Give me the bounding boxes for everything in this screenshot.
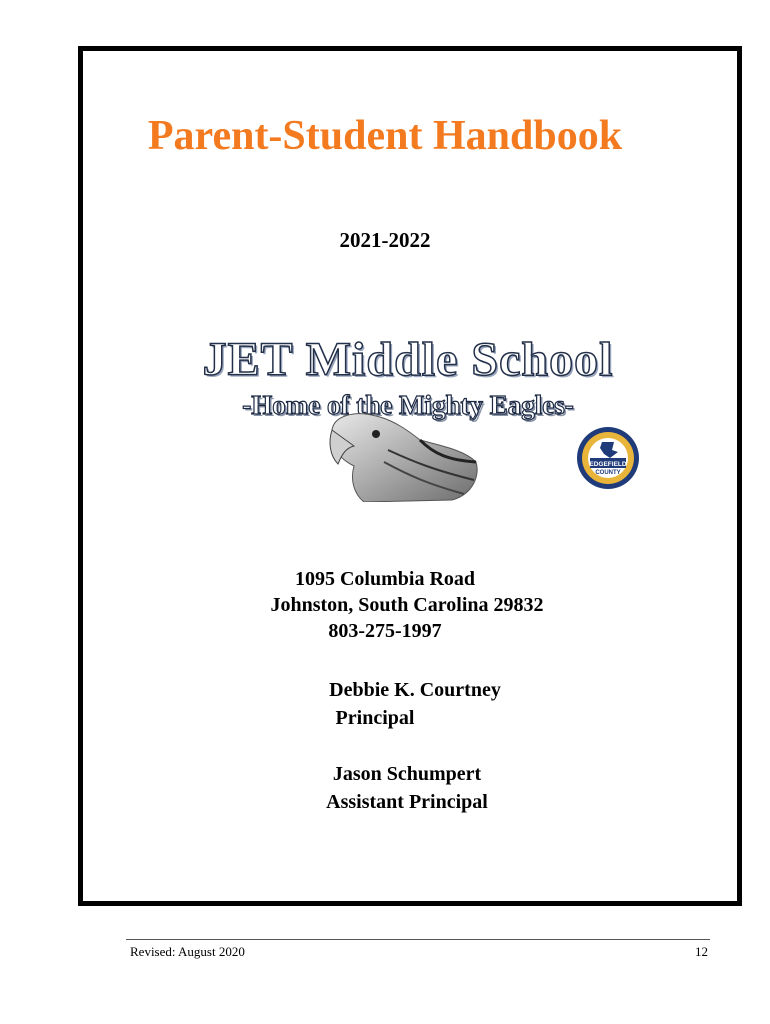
- svg-text:COUNTY: COUNTY: [595, 470, 621, 476]
- logo-tagline: -Home of the Mighty Eagles-: [242, 390, 574, 420]
- assistant-principal-name: Jason Schumpert: [332, 763, 482, 785]
- address-street: 1095 Columbia Road: [294, 568, 476, 590]
- svg-text:EDGEFIELD: EDGEFIELD: [589, 461, 627, 468]
- eagle-illustration: [324, 410, 484, 502]
- school-year: 2021-2022: [339, 228, 431, 252]
- principal-name: Debbie K. Courtney: [329, 679, 501, 701]
- address-phone: 803-275-1997: [328, 620, 442, 642]
- footer-rule: [126, 939, 710, 940]
- logo-school-name: JET Middle School: [202, 333, 614, 386]
- district-seal-icon: [576, 426, 640, 490]
- footer-page-number: 12: [695, 944, 708, 959]
- school-logo: [178, 330, 648, 505]
- school-address: [0, 566, 770, 644]
- principal-role: Principal: [335, 707, 415, 729]
- principal-block: [0, 676, 770, 732]
- assistant-principal-block: [0, 760, 770, 816]
- address-city: Johnston, South Carolina 29832: [270, 594, 544, 616]
- footer-revised: Revised: August 2020: [130, 944, 245, 959]
- handbook-title: Parent-Student Handbook: [147, 113, 623, 159]
- assistant-principal-role: Assistant Principal: [326, 791, 488, 813]
